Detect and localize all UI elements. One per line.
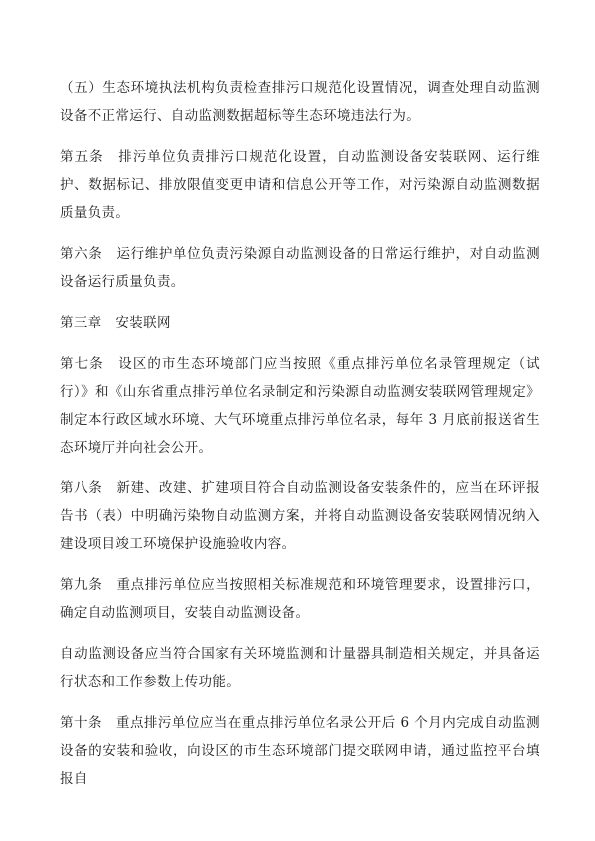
paragraph-article-10: 第十条 重点排污单位应当在重点排污单位名录公开后 6 个月内完成自动监测设备的安装和验收，向设区的市生态环境部门提交联网申请，通过监控平台填报自 xyxy=(60,715,540,787)
paragraph-article-8: 第八条 新建、改建、扩建项目符合自动监测设备安装条件的，应当在环评报告书（表）中明确污染物自动监测方案，并将自动监测设备安装联网情况纳入建设项目竣工环境保护设施验收内容。 xyxy=(60,480,540,552)
paragraph-article-9: 第九条 重点排污单位应当按照相关标准规范和环境管理要求，设置排污口，确定自动监测项目，安装自动监测设备。 xyxy=(60,577,540,621)
paragraph-device-requirements: 自动监测设备应当符合国家有关环境监测和计量器具制造相关规定，并具备运行状态和工作参数上传功能。 xyxy=(60,646,540,690)
paragraph-article-6: 第六条 运行维护单位负责污染源自动监测设备的日常运行维护，对自动监测设备运行质量负责。 xyxy=(60,246,540,290)
paragraph-article-7: 第七条 设区的市生态环境部门应当按照《重点排污单位名录管理规定（试行）》和《山东省重点排污单位名录制定和污染源自动监测安装联网管理规定》制定本行政区域水环境、大气环境重点排污单位名录，每年 3 月底前报送省生态环境厅并向社会公开。 xyxy=(60,356,540,456)
chapter-heading: 第三章 安装联网 xyxy=(60,315,171,331)
paragraph-item-5-enforcement: （五）生态环境执法机构负责检查排污口规范化设置情况，调查处理自动监测设备不正常运行、自动监测数据超标等生态环境违法行为。 xyxy=(60,80,540,124)
paragraph-article-5: 第五条 排污单位负责排污口规范化设置，自动监测设备安装联网、运行维护、数据标记、排放限值变更申请和信息公开等工作，对污染源自动监测数据质量负责。 xyxy=(60,149,540,221)
